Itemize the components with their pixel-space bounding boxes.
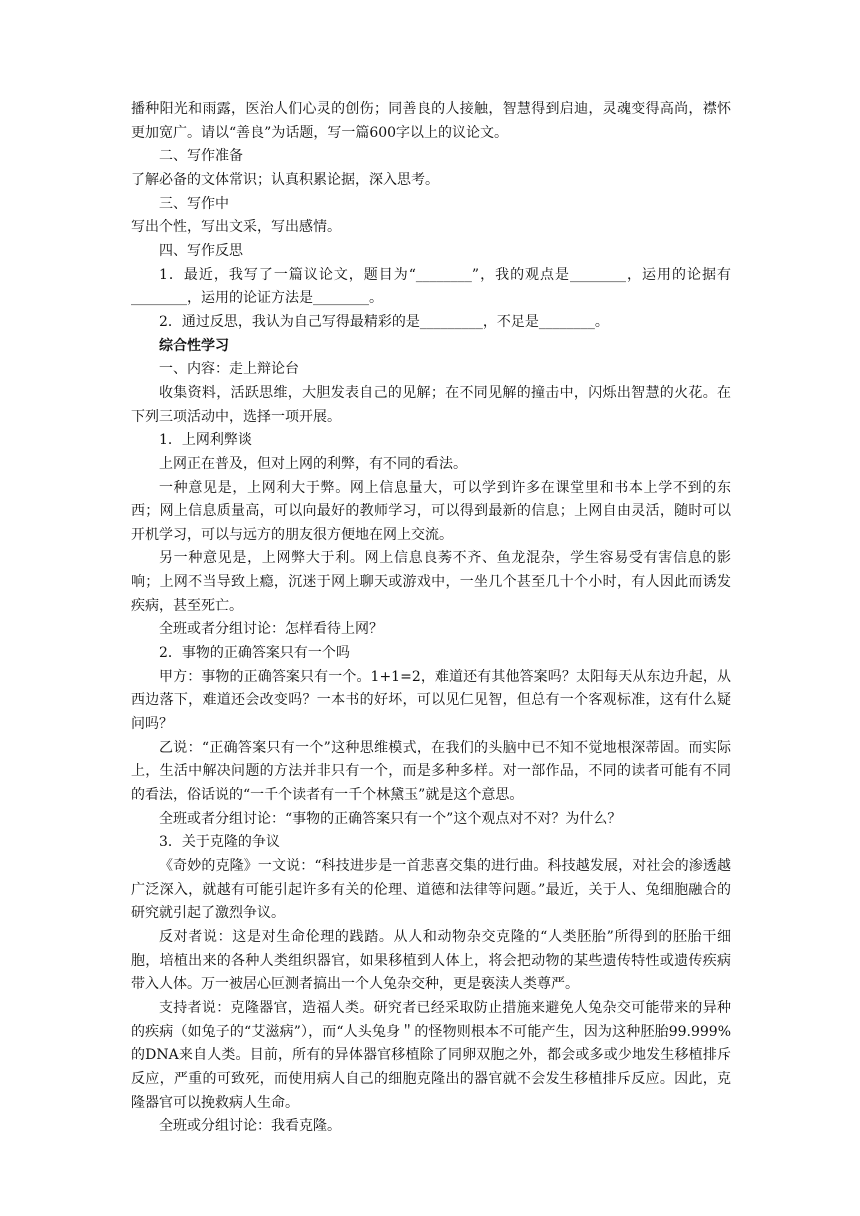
subsection-heading: 2．事物的正确答案只有一个吗: [159, 645, 350, 662]
paragraph: 《奇妙的克隆》一文说：“科技进步是一首悲喜交集的进行曲。科技越发展，对社会的渗透越广泛深入，就越有可能引起许多有关的伦理、道德和法律等问题。”最近，关于人、兔细胞融合的研究就引起了激烈争议。: [131, 858, 731, 922]
paragraph: 反对者说：这是对生命伦理的践踏。从人和动物杂交克隆的“人类胚胎”所得到的胚胎干细胞，培植出来的各种人类组织器官，如果移植到人体上，将会把动物的某些遗传特性或遗传疾病带入人体。万一被居心叵测者搞出一个人兔杂交种，更是亵渎人类尊严。: [131, 928, 731, 993]
paragraph: 收集资料，活跃思维，大胆发表自己的见解；在不同见解的撞击中，闪烁出智慧的火花。在下列三项活动中，选择一项开展。: [131, 384, 731, 425]
paragraph: 乙说：“正确答案只有一个”这种思维模式，在我们的头脑中已不知不觉地根深蒂固。而实际上，生活中解决问题的方法并非只有一个，而是多种多样。对一部作品，不同的读者可能有不同的看法，俗话说的“一千个读者有一千个林黛玉”就是这个意思。: [131, 739, 731, 804]
paragraph: 写出个性，写出文采，写出感情。: [131, 219, 341, 236]
paragraph: 上网正在普及，但对上网的利弊，有不同的看法。: [159, 455, 467, 472]
paragraph: 支持者说：克隆器官，造福人类。研究者已经采取防止措施来避免人兔杂交可能带来的异种的疾病（如兔子的“艾滋病”），而“人头兔身＂的怪物则根本不可能产生，因为这种胚胎99.999%的DNA来自人类。目前，所有的异体器官移植除了同卵双胞之外，都会或多或少地发生移植排斥反应，严重的可致死，而使用病人自己的细胞克隆出的器官就不会发生移植排斥反应。因此，克隆器官可以挽救病人生命。: [131, 999, 731, 1111]
section-heading: 四、写作反思: [159, 242, 243, 259]
paragraph: 另一种意见是，上网弊大于利。网上信息良莠不齐、鱼龙混杂，学生容易受有害信息的影响；上网不当导致上瘾，沉迷于网上聊天或游戏中，一坐几个甚至几十个小时，有人因此而诱发疾病，甚至死亡。: [131, 550, 731, 614]
paragraph: 甲方：事物的正确答案只有一个。1+1=2，难道还有其他答案吗？太阳每天从东边升起，从西边落下，难道还会改变吗？一本书的好坏，可以见仁见智，但总有一个客观标准，这有什么疑问吗？: [131, 668, 731, 733]
paragraph: 播种阳光和雨露，医治人们心灵的创伤；同善良的人接触，智慧得到启迪，灵魂变得高尚，襟怀更加宽广。请以“善良”为话题，写一篇600字以上的议论文。: [131, 101, 731, 141]
paragraph: 了解必备的文体常识；认真积累论据，深入思考。: [131, 171, 439, 188]
paragraph: 全班或者分组讨论：怎样看待上网？: [159, 621, 383, 638]
section-heading: 一、内容：走上辩论台: [159, 361, 299, 378]
section-title: 综合性学习: [159, 337, 229, 354]
paragraph: 一种意见是，上网利大于弊。网上信息量大，可以学到许多在课堂里和书本上学不到的东西；网上信息质量高，可以向最好的教师学习，可以得到最新的信息；上网自由灵活，随时可以开机学习，可以与远方的朋友很方便地在网上交流。: [131, 479, 731, 543]
paragraph: 1．最近，我写了一篇议论文，题目为“________”，我的观点是________，运用的论据有________，运用的论证方法是________。: [131, 266, 731, 307]
section-heading: 二、写作准备: [159, 148, 243, 165]
subsection-heading: 1．上网利弊谈: [159, 432, 252, 449]
paragraph: 2．通过反思，我认为自己写得最精彩的是_________，不足是________。: [159, 313, 609, 330]
paragraph: 全班或分组讨论：我看克隆。: [159, 1118, 341, 1135]
paragraph: 全班或者分组讨论：“事物的正确答案只有一个”这个观点对不对？为什么？: [159, 810, 622, 827]
document-body: [131, 98, 731, 1139]
section-heading: 三、写作中: [159, 195, 229, 212]
subsection-heading: 3．关于克隆的争议: [159, 834, 280, 851]
